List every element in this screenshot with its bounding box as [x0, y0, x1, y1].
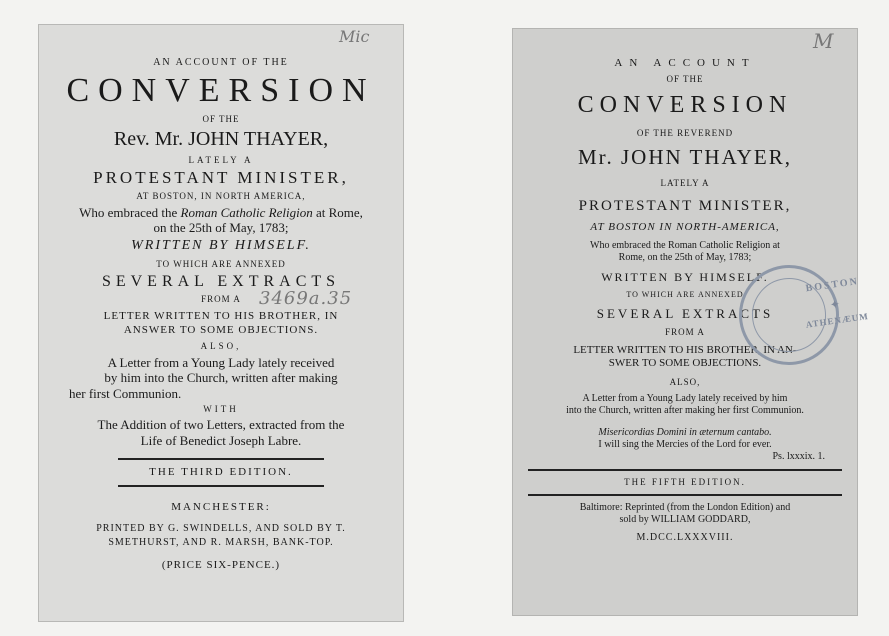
text-several-extracts: SEVERAL EXTRACTS — [101, 273, 341, 291]
stamp-text-top: BOSTON — [805, 276, 860, 295]
title-conversion: CONVERSION — [577, 91, 793, 118]
price-label: (PRICE SIX-PENCE.) — [161, 558, 281, 571]
author-name: Rev. Mr. JOHN THAYER, — [113, 127, 329, 150]
text-location: AT BOSTON IN NORTH-AMERICA, — [590, 220, 780, 233]
divider-rule — [118, 485, 324, 487]
text-young-lady-1: A Letter from a Young Lady lately received by him — [582, 393, 788, 405]
text-from-a: FROM A — [665, 327, 705, 338]
text-labre: Life of Benedict Joseph Labre. — [140, 432, 302, 448]
text-of-the-reverend: OF THE REVEREND — [636, 127, 734, 138]
stamp-ornament-icon: ✦ — [829, 296, 841, 313]
handwritten-annotation: Mic — [339, 27, 370, 46]
imprint-line-2: sold by WILLIAM GODDARD, — [619, 514, 751, 526]
text-psalm-reference: Ps. lxxxix. 1. — [772, 451, 825, 463]
text-young-lady-1: A Letter from a Young Lady lately received — [107, 354, 335, 370]
printer-line-1: PRINTED BY G. SWINDELLS, AND SOLD BY T. — [96, 522, 346, 534]
place-of-publication: MANCHESTER: — [171, 501, 271, 514]
text-protestant-minister: PROTESTANT MINISTER, — [93, 168, 349, 188]
title-page-third-edition — [38, 24, 404, 622]
text-letter-brother: LETTER WRITTEN TO HIS BROTHER, IN AN- — [573, 344, 797, 357]
text-young-lady-3: her first Communion. — [69, 385, 182, 401]
text-with: WITH — [203, 404, 239, 415]
text-also: ALSO, — [669, 376, 701, 387]
divider-rule — [118, 458, 324, 460]
text-protestant-minister: PROTESTANT MINISTER, — [578, 197, 792, 214]
text-date: Rome, on the 25th of May, 1783; — [618, 251, 752, 263]
title-conversion: CONVERSION — [66, 72, 376, 109]
edition-label: THE FIFTH EDITION. — [624, 477, 746, 488]
text-date: on the 25th of May, 1783; — [153, 220, 289, 236]
text-lately: LATELY A — [188, 154, 254, 165]
text-latin-motto: Misericordias Domini in æternum cantabo. — [598, 427, 772, 439]
text-embraced: Who embraced the Roman Catholic Religion at Rome, — [79, 204, 363, 220]
text-written-by-himself: WRITTEN BY HIMSELF. — [601, 269, 769, 284]
text-young-lady-2: into the Church, written after making her first Communion. — [566, 405, 804, 417]
text-letter-brother: LETTER WRITTEN TO HIS BROTHER, IN — [103, 310, 339, 323]
publication-year: M.DCC.LXXXVIII. — [636, 532, 734, 544]
text-young-lady-2: by him into the Church, written after making — [104, 370, 338, 386]
title-page-fifth-edition — [512, 28, 870, 616]
author-name: Mr. JOHN THAYER, — [577, 144, 793, 169]
text-of-the: OF THE — [666, 74, 704, 85]
handwritten-annotation: M — [813, 29, 834, 53]
heading-account: AN ACCOUNT — [614, 57, 756, 69]
edition-label: THE THIRD EDITION. — [149, 466, 293, 479]
imprint-line-1: Baltimore: Reprinted (from the London Edition) and — [579, 502, 791, 514]
text-written-by-himself: WRITTEN BY HIMSELF. — [131, 237, 311, 253]
text-english-motto: I will sing the Mercies of the Lord for ever. — [598, 439, 772, 451]
divider-rule — [528, 494, 842, 496]
text-answer-objections: ANSWER TO SOME OBJECTIONS. — [123, 323, 319, 336]
text-two-letters: The Addition of two Letters, extracted from the — [97, 417, 345, 433]
text-embraced: Who embraced the Roman Catholic Religion at — [590, 239, 780, 251]
text-answer-objections: SWER TO SOME OBJECTIONS. — [608, 357, 762, 370]
heading-account: AN ACCOUNT OF THE — [153, 57, 289, 68]
text-also: ALSO, — [200, 340, 242, 351]
text-annexed: TO WHICH ARE ANNEXED — [156, 258, 286, 269]
text-from-a: FROM A 3469a.35 — [201, 287, 353, 309]
divider-rule — [528, 469, 842, 471]
text-annexed: TO WHICH ARE ANNEXED — [626, 290, 744, 300]
printer-line-2: SMETHURST, AND R. MARSH, BANK-TOP. — [108, 536, 334, 548]
text-lately: LATELY A — [660, 177, 710, 188]
text-location: AT BOSTON, IN NORTH AMERICA, — [136, 190, 306, 201]
stamp-text-bottom: ATHENÆUM — [805, 310, 870, 330]
text-several-extracts: SEVERAL EXTRACTS — [596, 305, 774, 321]
text-of-the: OF THE — [202, 113, 240, 124]
shelfmark-annotation: 3469a.35 — [259, 287, 353, 309]
